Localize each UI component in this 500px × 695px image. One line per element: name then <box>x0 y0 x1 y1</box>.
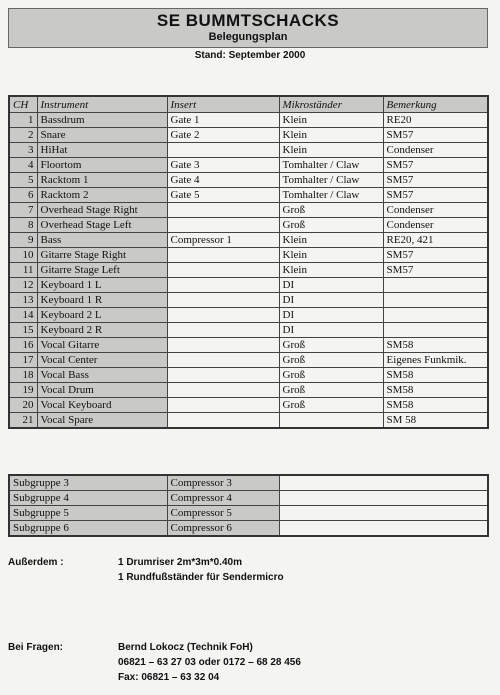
insert-cell: Gate 4 <box>167 173 279 188</box>
contact-phone: 06821 – 63 27 03 oder 0172 – 68 28 456 <box>118 657 301 668</box>
subgroup-row <box>9 506 488 521</box>
stand-cell: Groß <box>279 383 383 398</box>
subgroup-name: Subgruppe 3 <box>9 475 167 491</box>
channel-table <box>8 95 489 429</box>
stand-cell: DI <box>279 293 383 308</box>
table-row <box>9 293 488 308</box>
document-subtitle: Belegungsplan <box>208 31 288 43</box>
table-row <box>9 158 488 173</box>
insert-cell: Gate 2 <box>167 128 279 143</box>
table-row <box>9 308 488 323</box>
stand-cell: Klein <box>279 143 383 158</box>
table-row <box>9 203 488 218</box>
instrument-cell: Vocal Gitarre <box>37 338 167 353</box>
insert-cell <box>167 323 279 338</box>
channel-number: 3 <box>9 143 37 158</box>
stand-cell: Klein <box>279 113 383 128</box>
table-row <box>9 338 488 353</box>
note-cell: Eigenes Funkmik. <box>383 353 488 368</box>
instrument-cell: Keyboard 1 L <box>37 278 167 293</box>
insert-cell: Gate 3 <box>167 158 279 173</box>
subgroup-insert: Compressor 3 <box>167 475 279 491</box>
channel-number: 7 <box>9 203 37 218</box>
instrument-cell: Gitarre Stage Right <box>37 248 167 263</box>
insert-cell <box>167 353 279 368</box>
instrument-cell: HiHat <box>37 143 167 158</box>
stand-cell: Klein <box>279 233 383 248</box>
instrument-cell: Vocal Keyboard <box>37 398 167 413</box>
insert-cell <box>167 218 279 233</box>
stand-cell: Klein <box>279 263 383 278</box>
table-row <box>9 398 488 413</box>
instrument-cell: Keyboard 2 L <box>37 308 167 323</box>
note-cell <box>383 323 488 338</box>
table-row <box>9 173 488 188</box>
note-cell: Condenser <box>383 218 488 233</box>
stand-cell <box>279 413 383 429</box>
table-row <box>9 353 488 368</box>
subgroup-name: Subgruppe 6 <box>9 521 167 537</box>
channel-number: 15 <box>9 323 37 338</box>
table-row <box>9 233 488 248</box>
note-cell: Condenser <box>383 143 488 158</box>
table-row <box>9 113 488 128</box>
stand-cell: DI <box>279 308 383 323</box>
insert-cell <box>167 203 279 218</box>
contact-fax: Fax: 06821 – 63 32 04 <box>118 672 220 683</box>
table-row <box>9 278 488 293</box>
subgroup-insert: Compressor 5 <box>167 506 279 521</box>
channel-number: 20 <box>9 398 37 413</box>
column-header-instrument: Instrument <box>37 96 167 113</box>
column-header-stand: Mikroständer <box>279 96 383 113</box>
note-cell: SM 58 <box>383 413 488 429</box>
instrument-cell: Bass <box>37 233 167 248</box>
note-cell: SM57 <box>383 173 488 188</box>
insert-cell: Gate 1 <box>167 113 279 128</box>
subgroup-row <box>9 491 488 506</box>
note-cell: SM57 <box>383 248 488 263</box>
stand-cell: Tomhalter / Claw <box>279 158 383 173</box>
channel-number: 13 <box>9 293 37 308</box>
note-cell: RE20, 421 <box>383 233 488 248</box>
column-header-note: Bemerkung <box>383 96 488 113</box>
subgroup-empty-cell <box>279 521 488 537</box>
stand-cell: Tomhalter / Claw <box>279 173 383 188</box>
channel-number: 14 <box>9 308 37 323</box>
channel-number: 11 <box>9 263 37 278</box>
extras-line: 1 Rundfußständer für Sendermicro <box>118 572 284 583</box>
subgroup-insert: Compressor 4 <box>167 491 279 506</box>
channel-number: 17 <box>9 353 37 368</box>
note-cell: SM58 <box>383 368 488 383</box>
channel-number: 2 <box>9 128 37 143</box>
instrument-cell: Floortom <box>37 158 167 173</box>
instrument-cell: Vocal Center <box>37 353 167 368</box>
instrument-cell: Overhead Stage Left <box>37 218 167 233</box>
stand-cell: Groß <box>279 353 383 368</box>
note-cell: SM57 <box>383 188 488 203</box>
instrument-cell: Snare <box>37 128 167 143</box>
instrument-cell: Racktom 2 <box>37 188 167 203</box>
instrument-cell: Racktom 1 <box>37 173 167 188</box>
stand-cell: DI <box>279 278 383 293</box>
channel-number: 9 <box>9 233 37 248</box>
insert-cell <box>167 143 279 158</box>
instrument-cell: Vocal Bass <box>37 368 167 383</box>
note-cell <box>383 278 488 293</box>
instrument-cell: Gitarre Stage Left <box>37 263 167 278</box>
instrument-cell: Bassdrum <box>37 113 167 128</box>
stand-cell: Groß <box>279 368 383 383</box>
instrument-cell: Vocal Spare <box>37 413 167 429</box>
document-date: Stand: September 2000 <box>194 50 306 61</box>
contact-label: Bei Fragen: <box>8 642 64 653</box>
table-header-row <box>9 96 488 113</box>
insert-cell <box>167 263 279 278</box>
channel-number: 6 <box>9 188 37 203</box>
note-cell <box>383 308 488 323</box>
table-row <box>9 143 488 158</box>
subgroup-table <box>8 474 489 537</box>
insert-cell <box>167 398 279 413</box>
subgroup-empty-cell <box>279 491 488 506</box>
extras-line: 1 Drumriser 2m*3m*0.40m <box>118 557 242 568</box>
table-row <box>9 218 488 233</box>
table-row <box>9 263 488 278</box>
stand-cell: Groß <box>279 338 383 353</box>
document-header <box>8 8 488 48</box>
note-cell: SM58 <box>383 398 488 413</box>
note-cell: SM57 <box>383 263 488 278</box>
subgroup-empty-cell <box>279 475 488 491</box>
channel-number: 12 <box>9 278 37 293</box>
column-header-ch: CH <box>9 96 37 113</box>
note-cell <box>383 293 488 308</box>
insert-cell <box>167 413 279 429</box>
insert-cell <box>167 368 279 383</box>
contact-name: Bernd Lokocz (Technik FoH) <box>118 642 253 653</box>
extras-label: Außerdem : <box>8 557 64 568</box>
insert-cell <box>167 383 279 398</box>
table-row <box>9 323 488 338</box>
instrument-cell: Overhead Stage Right <box>37 203 167 218</box>
insert-cell <box>167 293 279 308</box>
subgroup-name: Subgruppe 5 <box>9 506 167 521</box>
table-row <box>9 413 488 429</box>
subgroup-empty-cell <box>279 506 488 521</box>
table-row <box>9 368 488 383</box>
extras-list <box>118 555 284 585</box>
insert-cell <box>167 308 279 323</box>
insert-cell: Gate 5 <box>167 188 279 203</box>
channel-number: 8 <box>9 218 37 233</box>
channel-number: 10 <box>9 248 37 263</box>
channel-number: 4 <box>9 158 37 173</box>
subgroup-row <box>9 521 488 537</box>
note-cell: SM57 <box>383 158 488 173</box>
stand-cell: Klein <box>279 248 383 263</box>
subgroup-insert: Compressor 6 <box>167 521 279 537</box>
contact-info <box>118 640 301 685</box>
note-cell: RE20 <box>383 113 488 128</box>
column-header-insert: Insert <box>167 96 279 113</box>
stand-cell: Klein <box>279 128 383 143</box>
stand-cell: Groß <box>279 203 383 218</box>
note-cell: SM58 <box>383 383 488 398</box>
channel-number: 19 <box>9 383 37 398</box>
subgroup-row <box>9 475 488 491</box>
table-row <box>9 128 488 143</box>
channel-number: 16 <box>9 338 37 353</box>
instrument-cell: Vocal Drum <box>37 383 167 398</box>
table-row <box>9 248 488 263</box>
table-row <box>9 188 488 203</box>
document-title: SE BUMMTSCHACKS <box>156 11 340 30</box>
insert-cell: Compressor 1 <box>167 233 279 248</box>
stand-cell: Groß <box>279 398 383 413</box>
insert-cell <box>167 278 279 293</box>
insert-cell <box>167 248 279 263</box>
note-cell: SM58 <box>383 338 488 353</box>
note-cell: SM57 <box>383 128 488 143</box>
table-row <box>9 383 488 398</box>
channel-number: 1 <box>9 113 37 128</box>
instrument-cell: Keyboard 2 R <box>37 323 167 338</box>
channel-number: 18 <box>9 368 37 383</box>
channel-number: 5 <box>9 173 37 188</box>
channel-number: 21 <box>9 413 37 429</box>
instrument-cell: Keyboard 1 R <box>37 293 167 308</box>
stand-cell: Groß <box>279 218 383 233</box>
stand-cell: Tomhalter / Claw <box>279 188 383 203</box>
insert-cell <box>167 338 279 353</box>
stand-cell: DI <box>279 323 383 338</box>
subgroup-name: Subgruppe 4 <box>9 491 167 506</box>
note-cell: Condenser <box>383 203 488 218</box>
